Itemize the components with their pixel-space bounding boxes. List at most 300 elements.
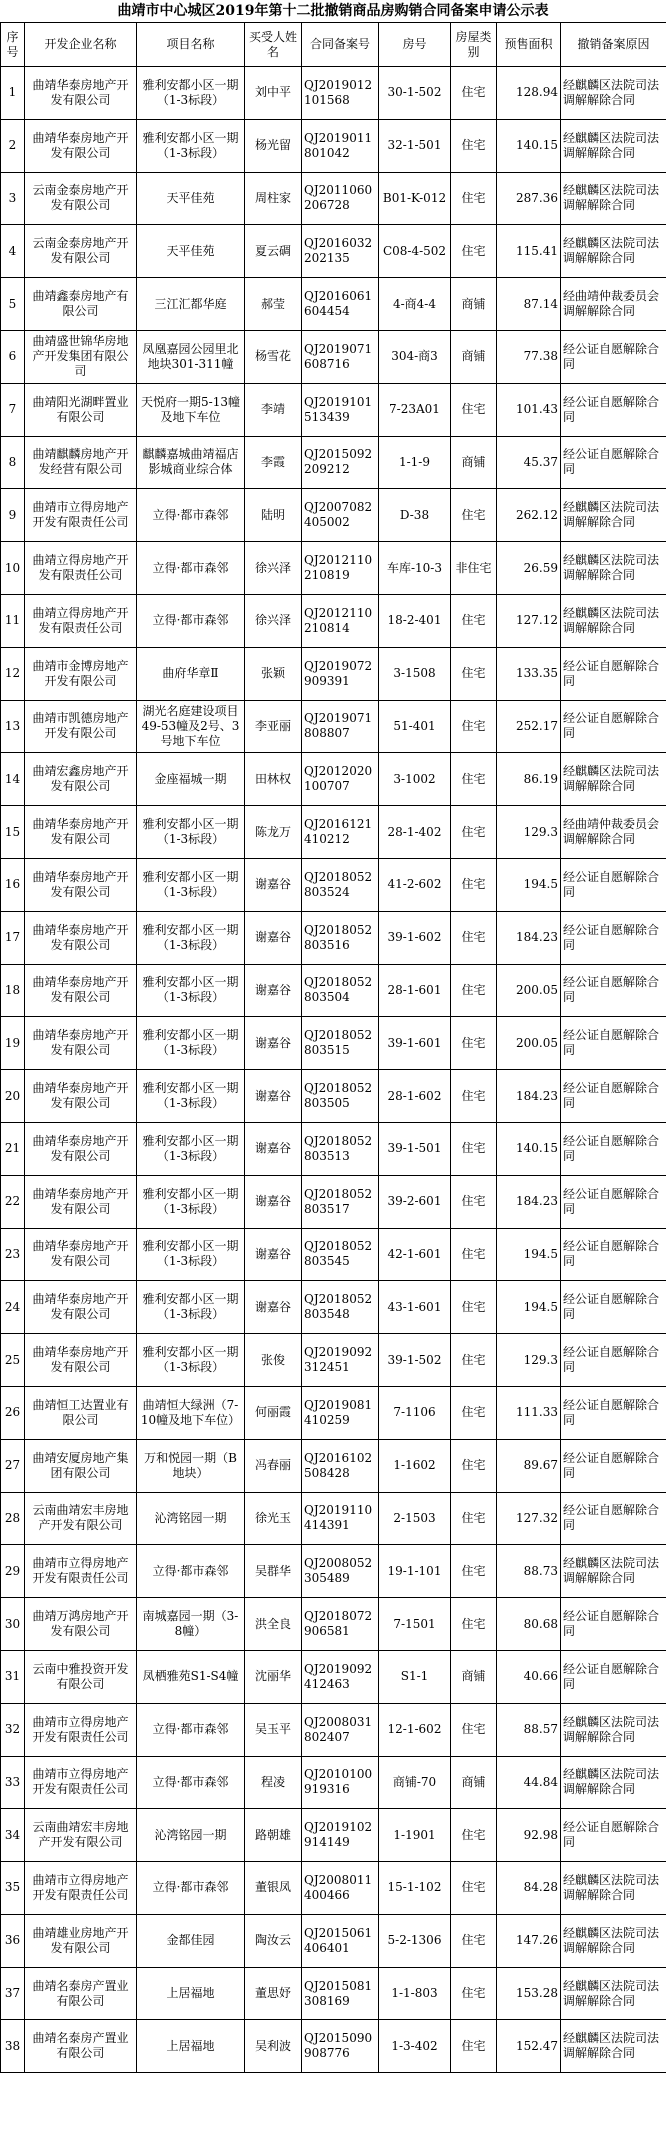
presale-area: 152.47 (497, 2020, 561, 2073)
presale-area: 147.26 (497, 1914, 561, 1967)
revocation-reason: 经公证自愿解除合同 (561, 1334, 666, 1387)
presale-area: 26.59 (497, 542, 561, 595)
contract-number: QJ2019110414391 (302, 1492, 379, 1545)
developer-name: 曲靖名泰房产置业有限公司 (25, 2020, 137, 2073)
row-number: 21 (1, 1122, 25, 1175)
table-row (1, 1650, 666, 1703)
row-number: 36 (1, 1914, 25, 1967)
room-number: 41-2-602 (379, 858, 451, 911)
revocation-reason: 经麒麟区法院司法调解解除合同 (561, 542, 666, 595)
contract-number: QJ2019072909391 (302, 647, 379, 700)
property-type: 住宅 (451, 1914, 497, 1967)
developer-name: 曲靖雄业房地产开发有限公司 (25, 1914, 137, 1967)
project-name: 雅利安都小区一期（1-3标段） (137, 1281, 245, 1334)
row-number: 6 (1, 330, 25, 383)
developer-name: 曲靖市立得房地产开发有限责任公司 (25, 1862, 137, 1915)
header-cell: 房屋类别 (451, 23, 497, 67)
contract-number: QJ2015090908776 (302, 2020, 379, 2073)
presale-area: 77.38 (497, 330, 561, 383)
property-type: 住宅 (451, 1334, 497, 1387)
row-number: 5 (1, 278, 25, 331)
developer-name: 曲靖市立得房地产开发有限责任公司 (25, 489, 137, 542)
project-name: 麒麟嘉城曲靖福店影城商业综合体 (137, 436, 245, 489)
project-name: 金都佳园 (137, 1914, 245, 1967)
contract-number: QJ2016102508428 (302, 1439, 379, 1492)
property-type: 商铺 (451, 436, 497, 489)
row-number: 33 (1, 1756, 25, 1809)
developer-name: 曲靖市金博房地产开发有限公司 (25, 647, 137, 700)
revocation-reason: 经麒麟区法院司法调解解除合同 (561, 753, 666, 806)
room-number: 商铺-70 (379, 1756, 451, 1809)
room-number: 28-1-601 (379, 964, 451, 1017)
buyer-name: 徐兴泽 (245, 594, 302, 647)
project-name: 金座福城一期 (137, 753, 245, 806)
row-number: 3 (1, 172, 25, 225)
presale-area: 127.12 (497, 594, 561, 647)
presale-area: 153.28 (497, 1967, 561, 2020)
developer-name: 曲靖宏鑫房地产开发有限公司 (25, 753, 137, 806)
revocation-reason: 经公证自愿解除合同 (561, 1598, 666, 1651)
project-name: 雅利安都小区一期（1-3标段） (137, 964, 245, 1017)
header-cell: 开发企业名称 (25, 23, 137, 67)
contract-number: QJ2018072906581 (302, 1598, 379, 1651)
property-type: 住宅 (451, 1228, 497, 1281)
row-number: 9 (1, 489, 25, 542)
developer-name: 曲靖华泰房地产开发有限公司 (25, 806, 137, 859)
presale-area: 133.35 (497, 647, 561, 700)
notice-table (0, 22, 666, 2073)
revocation-reason: 经公证自愿解除合同 (561, 1650, 666, 1703)
room-number: 39-1-602 (379, 911, 451, 964)
project-name: 立得·都市森邻 (137, 1545, 245, 1598)
table-row (1, 1862, 666, 1915)
developer-name: 曲靖华泰房地产开发有限公司 (25, 1175, 137, 1228)
table-row (1, 594, 666, 647)
presale-area: 88.57 (497, 1703, 561, 1756)
revocation-reason: 经公证自愿解除合同 (561, 1017, 666, 1070)
row-number: 29 (1, 1545, 25, 1598)
table-row (1, 647, 666, 700)
property-type: 住宅 (451, 1439, 497, 1492)
presale-area: 128.94 (497, 67, 561, 120)
header-cell: 序号 (1, 23, 25, 67)
property-type: 住宅 (451, 1070, 497, 1123)
project-name: 雅利安都小区一期（1-3标段） (137, 858, 245, 911)
project-name: 雅利安都小区一期（1-3标段） (137, 67, 245, 120)
property-type: 住宅 (451, 964, 497, 1017)
row-number: 13 (1, 700, 25, 753)
table-row (1, 172, 666, 225)
table-row (1, 67, 666, 120)
property-type: 商铺 (451, 330, 497, 383)
table-row (1, 1122, 666, 1175)
table-row (1, 1756, 666, 1809)
developer-name: 曲靖阳光湖畔置业有限公司 (25, 383, 137, 436)
row-number: 25 (1, 1334, 25, 1387)
contract-number: QJ2018052803513 (302, 1122, 379, 1175)
presale-area: 184.23 (497, 1175, 561, 1228)
contract-number: QJ2010100919316 (302, 1756, 379, 1809)
developer-name: 曲靖华泰房地产开发有限公司 (25, 1017, 137, 1070)
table-row (1, 1334, 666, 1387)
buyer-name: 李亚丽 (245, 700, 302, 753)
row-number: 4 (1, 225, 25, 278)
revocation-reason: 经麒麟区法院司法调解解除合同 (561, 594, 666, 647)
row-number: 11 (1, 594, 25, 647)
room-number: 39-2-601 (379, 1175, 451, 1228)
room-number: 19-1-101 (379, 1545, 451, 1598)
property-type: 住宅 (451, 911, 497, 964)
revocation-reason: 经曲靖仲裁委员会调解解除合同 (561, 806, 666, 859)
buyer-name: 刘中平 (245, 67, 302, 120)
revocation-reason: 经麒麟区法院司法调解解除合同 (561, 1914, 666, 1967)
buyer-name: 吴利波 (245, 2020, 302, 2073)
room-number: S1-1 (379, 1650, 451, 1703)
presale-area: 184.23 (497, 911, 561, 964)
project-name: 上居福地 (137, 1967, 245, 2020)
contract-number: QJ2016121410212 (302, 806, 379, 859)
project-name: 雅利安都小区一期（1-3标段） (137, 119, 245, 172)
header-cell: 项目名称 (137, 23, 245, 67)
developer-name: 曲靖盛世锦华房地产开发集团有限公司 (25, 330, 137, 383)
table-row (1, 225, 666, 278)
room-number: 7-1501 (379, 1598, 451, 1651)
table-row (1, 278, 666, 331)
revocation-reason: 经公证自愿解除合同 (561, 1228, 666, 1281)
developer-name: 曲靖万鸿房地产开发有限公司 (25, 1598, 137, 1651)
developer-name: 曲靖安厦房地产集团有限公司 (25, 1439, 137, 1492)
developer-name: 曲靖华泰房地产开发有限公司 (25, 119, 137, 172)
table-row (1, 119, 666, 172)
revocation-reason: 经公证自愿解除合同 (561, 964, 666, 1017)
revocation-reason: 经麒麟区法院司法调解解除合同 (561, 489, 666, 542)
row-number: 7 (1, 383, 25, 436)
revocation-reason: 经公证自愿解除合同 (561, 911, 666, 964)
presale-area: 127.32 (497, 1492, 561, 1545)
project-name: 雅利安都小区一期（1-3标段） (137, 1070, 245, 1123)
room-number: 1-3-402 (379, 2020, 451, 2073)
contract-number: QJ2015061406401 (302, 1914, 379, 1967)
presale-area: 80.68 (497, 1598, 561, 1651)
table-row (1, 2020, 666, 2073)
presale-area: 129.3 (497, 1334, 561, 1387)
room-number: C08-4-502 (379, 225, 451, 278)
developer-name: 曲靖恒工达置业有限公司 (25, 1386, 137, 1439)
table-row (1, 700, 666, 753)
room-number: 7-1106 (379, 1386, 451, 1439)
room-number: D-38 (379, 489, 451, 542)
presale-area: 140.15 (497, 119, 561, 172)
presale-area: 200.05 (497, 964, 561, 1017)
contract-number: QJ2012110210814 (302, 594, 379, 647)
header-row (1, 23, 666, 67)
row-number: 15 (1, 806, 25, 859)
table-row (1, 1281, 666, 1334)
revocation-reason: 经公证自愿解除合同 (561, 1809, 666, 1862)
project-name: 天平佳苑 (137, 172, 245, 225)
buyer-name: 周柱家 (245, 172, 302, 225)
table-row (1, 1703, 666, 1756)
buyer-name: 董思妤 (245, 1967, 302, 2020)
row-number: 27 (1, 1439, 25, 1492)
property-type: 住宅 (451, 1017, 497, 1070)
presale-area: 86.19 (497, 753, 561, 806)
presale-area: 200.05 (497, 1017, 561, 1070)
room-number: 7-23A01 (379, 383, 451, 436)
contract-number: QJ2019092312451 (302, 1334, 379, 1387)
presale-area: 184.23 (497, 1070, 561, 1123)
property-type: 住宅 (451, 1703, 497, 1756)
presale-area: 194.5 (497, 858, 561, 911)
developer-name: 曲靖市立得房地产开发有限责任公司 (25, 1703, 137, 1756)
project-name: 雅利安都小区一期（1-3标段） (137, 1228, 245, 1281)
table-row (1, 1439, 666, 1492)
developer-name: 曲靖华泰房地产开发有限公司 (25, 858, 137, 911)
table-body (1, 67, 666, 2073)
table-row (1, 964, 666, 1017)
table-row (1, 330, 666, 383)
property-type: 住宅 (451, 1281, 497, 1334)
contract-number: QJ2019092412463 (302, 1650, 379, 1703)
row-number: 34 (1, 1809, 25, 1862)
contract-number: QJ2015081308169 (302, 1967, 379, 2020)
contract-number: QJ2012110210819 (302, 542, 379, 595)
contract-number: QJ2008052305489 (302, 1545, 379, 1598)
property-type: 住宅 (451, 700, 497, 753)
row-number: 18 (1, 964, 25, 1017)
project-name: 凤栖雅苑S1-S4幢 (137, 1650, 245, 1703)
developer-name: 曲靖立得房地产开发有限责任公司 (25, 594, 137, 647)
table-row (1, 1017, 666, 1070)
buyer-name: 谢嘉谷 (245, 1281, 302, 1334)
buyer-name: 李霞 (245, 436, 302, 489)
buyer-name: 谢嘉谷 (245, 1122, 302, 1175)
contract-number: QJ2019071608716 (302, 330, 379, 383)
project-name: 沁湾铭园一期 (137, 1492, 245, 1545)
contract-number: QJ2018052803524 (302, 858, 379, 911)
property-type: 住宅 (451, 67, 497, 120)
header-cell: 合同备案号 (302, 23, 379, 67)
project-name: 雅利安都小区一期（1-3标段） (137, 1122, 245, 1175)
contract-number: QJ2012020100707 (302, 753, 379, 806)
buyer-name: 谢嘉谷 (245, 1228, 302, 1281)
presale-area: 40.66 (497, 1650, 561, 1703)
buyer-name: 陶汝云 (245, 1914, 302, 1967)
property-type: 住宅 (451, 172, 497, 225)
revocation-reason: 经麒麟区法院司法调解解除合同 (561, 1862, 666, 1915)
row-number: 10 (1, 542, 25, 595)
room-number: 4-商4-4 (379, 278, 451, 331)
property-type: 住宅 (451, 1967, 497, 2020)
row-number: 2 (1, 119, 25, 172)
table-row (1, 1809, 666, 1862)
contract-number: QJ2018052803505 (302, 1070, 379, 1123)
property-type: 住宅 (451, 489, 497, 542)
property-type: 住宅 (451, 1545, 497, 1598)
buyer-name: 吴玉平 (245, 1703, 302, 1756)
presale-area: 87.14 (497, 278, 561, 331)
header-cell: 预售面积 (497, 23, 561, 67)
project-name: 上居福地 (137, 2020, 245, 2073)
table-row (1, 1967, 666, 2020)
row-number: 37 (1, 1967, 25, 2020)
developer-name: 曲靖华泰房地产开发有限公司 (25, 1070, 137, 1123)
presale-area: 140.15 (497, 1122, 561, 1175)
buyer-name: 夏云碉 (245, 225, 302, 278)
row-number: 38 (1, 2020, 25, 2073)
presale-area: 92.98 (497, 1809, 561, 1862)
project-name: 凤凰嘉园公园里北地块301-311幢 (137, 330, 245, 383)
property-type: 商铺 (451, 278, 497, 331)
revocation-reason: 经公证自愿解除合同 (561, 1439, 666, 1492)
room-number: 车库-10-3 (379, 542, 451, 595)
contract-number: QJ2016061604454 (302, 278, 379, 331)
property-type: 商铺 (451, 1756, 497, 1809)
project-name: 雅利安都小区一期（1-3标段） (137, 806, 245, 859)
revocation-reason: 经麒麟区法院司法调解解除合同 (561, 225, 666, 278)
row-number: 31 (1, 1650, 25, 1703)
buyer-name: 冯春丽 (245, 1439, 302, 1492)
developer-name: 曲靖立得房地产开发有限责任公司 (25, 542, 137, 595)
buyer-name: 谢嘉谷 (245, 1017, 302, 1070)
developer-name: 曲靖鑫泰房地产有限公司 (25, 278, 137, 331)
revocation-reason: 经公证自愿解除合同 (561, 700, 666, 753)
developer-name: 曲靖市凯德房地产开发有限公司 (25, 700, 137, 753)
room-number: 1-1-803 (379, 1967, 451, 2020)
room-number: 18-2-401 (379, 594, 451, 647)
contract-number: QJ2019102914149 (302, 1809, 379, 1862)
row-number: 26 (1, 1386, 25, 1439)
revocation-reason: 经公证自愿解除合同 (561, 330, 666, 383)
revocation-reason: 经公证自愿解除合同 (561, 858, 666, 911)
contract-number: QJ2019011801042 (302, 119, 379, 172)
contract-number: QJ2019012101568 (302, 67, 379, 120)
developer-name: 曲靖麒麟房地产开发经营有限公司 (25, 436, 137, 489)
row-number: 19 (1, 1017, 25, 1070)
buyer-name: 徐光玉 (245, 1492, 302, 1545)
room-number: 39-1-601 (379, 1017, 451, 1070)
property-type: 住宅 (451, 2020, 497, 2073)
room-number: 5-2-1306 (379, 1914, 451, 1967)
property-type: 住宅 (451, 1598, 497, 1651)
presale-area: 287.36 (497, 172, 561, 225)
table-row (1, 806, 666, 859)
presale-area: 88.73 (497, 1545, 561, 1598)
revocation-reason: 经公证自愿解除合同 (561, 1281, 666, 1334)
property-type: 住宅 (451, 1492, 497, 1545)
room-number: 42-1-601 (379, 1228, 451, 1281)
row-number: 12 (1, 647, 25, 700)
project-name: 雅利安都小区一期（1-3标段） (137, 911, 245, 964)
property-type: 住宅 (451, 225, 497, 278)
developer-name: 曲靖市立得房地产开发有限责任公司 (25, 1756, 137, 1809)
property-type: 住宅 (451, 119, 497, 172)
presale-area: 84.28 (497, 1862, 561, 1915)
buyer-name: 郝莹 (245, 278, 302, 331)
room-number: 32-1-501 (379, 119, 451, 172)
revocation-reason: 经麒麟区法院司法调解解除合同 (561, 1756, 666, 1809)
table-row (1, 858, 666, 911)
revocation-reason: 经麒麟区法院司法调解解除合同 (561, 2020, 666, 2073)
table-row (1, 1598, 666, 1651)
table-row (1, 1492, 666, 1545)
buyer-name: 徐兴泽 (245, 542, 302, 595)
property-type: 住宅 (451, 647, 497, 700)
row-number: 1 (1, 67, 25, 120)
header-cell: 房号 (379, 23, 451, 67)
developer-name: 曲靖华泰房地产开发有限公司 (25, 67, 137, 120)
contract-number: QJ2007082405002 (302, 489, 379, 542)
room-number: 1-1901 (379, 1809, 451, 1862)
room-number: 3-1508 (379, 647, 451, 700)
table-row (1, 489, 666, 542)
developer-name: 云南金泰房地产开发有限公司 (25, 172, 137, 225)
row-number: 14 (1, 753, 25, 806)
project-name: 立得·都市森邻 (137, 594, 245, 647)
buyer-name: 路朝雄 (245, 1809, 302, 1862)
room-number: 12-1-602 (379, 1703, 451, 1756)
table-row (1, 1914, 666, 1967)
table-row (1, 542, 666, 595)
buyer-name: 董银凤 (245, 1862, 302, 1915)
project-name: 立得·都市森邻 (137, 1862, 245, 1915)
table-row (1, 436, 666, 489)
property-type: 商铺 (451, 1650, 497, 1703)
revocation-reason: 经曲靖仲裁委员会调解解除合同 (561, 278, 666, 331)
contract-number: QJ2018052803548 (302, 1281, 379, 1334)
revocation-reason: 经麒麟区法院司法调解解除合同 (561, 119, 666, 172)
property-type: 住宅 (451, 1175, 497, 1228)
project-name: 立得·都市森邻 (137, 489, 245, 542)
project-name: 沁湾铭园一期 (137, 1809, 245, 1862)
buyer-name: 谢嘉谷 (245, 858, 302, 911)
contract-number: QJ2018052803516 (302, 911, 379, 964)
contract-number: QJ2015092209212 (302, 436, 379, 489)
property-type: 住宅 (451, 806, 497, 859)
contract-number: QJ2011060206728 (302, 172, 379, 225)
property-type: 住宅 (451, 858, 497, 911)
row-number: 17 (1, 911, 25, 964)
project-name: 雅利安都小区一期（1-3标段） (137, 1017, 245, 1070)
contract-number: QJ2016032202135 (302, 225, 379, 278)
presale-area: 194.5 (497, 1281, 561, 1334)
contract-number: QJ2008031802407 (302, 1703, 379, 1756)
developer-name: 曲靖华泰房地产开发有限公司 (25, 1122, 137, 1175)
project-name: 立得·都市森邻 (137, 542, 245, 595)
buyer-name: 张俊 (245, 1334, 302, 1387)
row-number: 24 (1, 1281, 25, 1334)
table-row (1, 753, 666, 806)
room-number: 43-1-601 (379, 1281, 451, 1334)
project-name: 天悦府一期5-13幢及地下车位 (137, 383, 245, 436)
row-number: 20 (1, 1070, 25, 1123)
presale-area: 194.5 (497, 1228, 561, 1281)
row-number: 35 (1, 1862, 25, 1915)
property-type: 住宅 (451, 1386, 497, 1439)
developer-name: 云南曲靖宏丰房地产开发有限公司 (25, 1809, 137, 1862)
presale-area: 115.41 (497, 225, 561, 278)
table-row (1, 383, 666, 436)
room-number: 304-商3 (379, 330, 451, 383)
property-type: 非住宅 (451, 542, 497, 595)
property-type: 住宅 (451, 753, 497, 806)
developer-name: 曲靖华泰房地产开发有限公司 (25, 1281, 137, 1334)
property-type: 住宅 (451, 1122, 497, 1175)
contract-number: QJ2008011400466 (302, 1862, 379, 1915)
row-number: 28 (1, 1492, 25, 1545)
revocation-reason: 经公证自愿解除合同 (561, 1492, 666, 1545)
row-number: 8 (1, 436, 25, 489)
